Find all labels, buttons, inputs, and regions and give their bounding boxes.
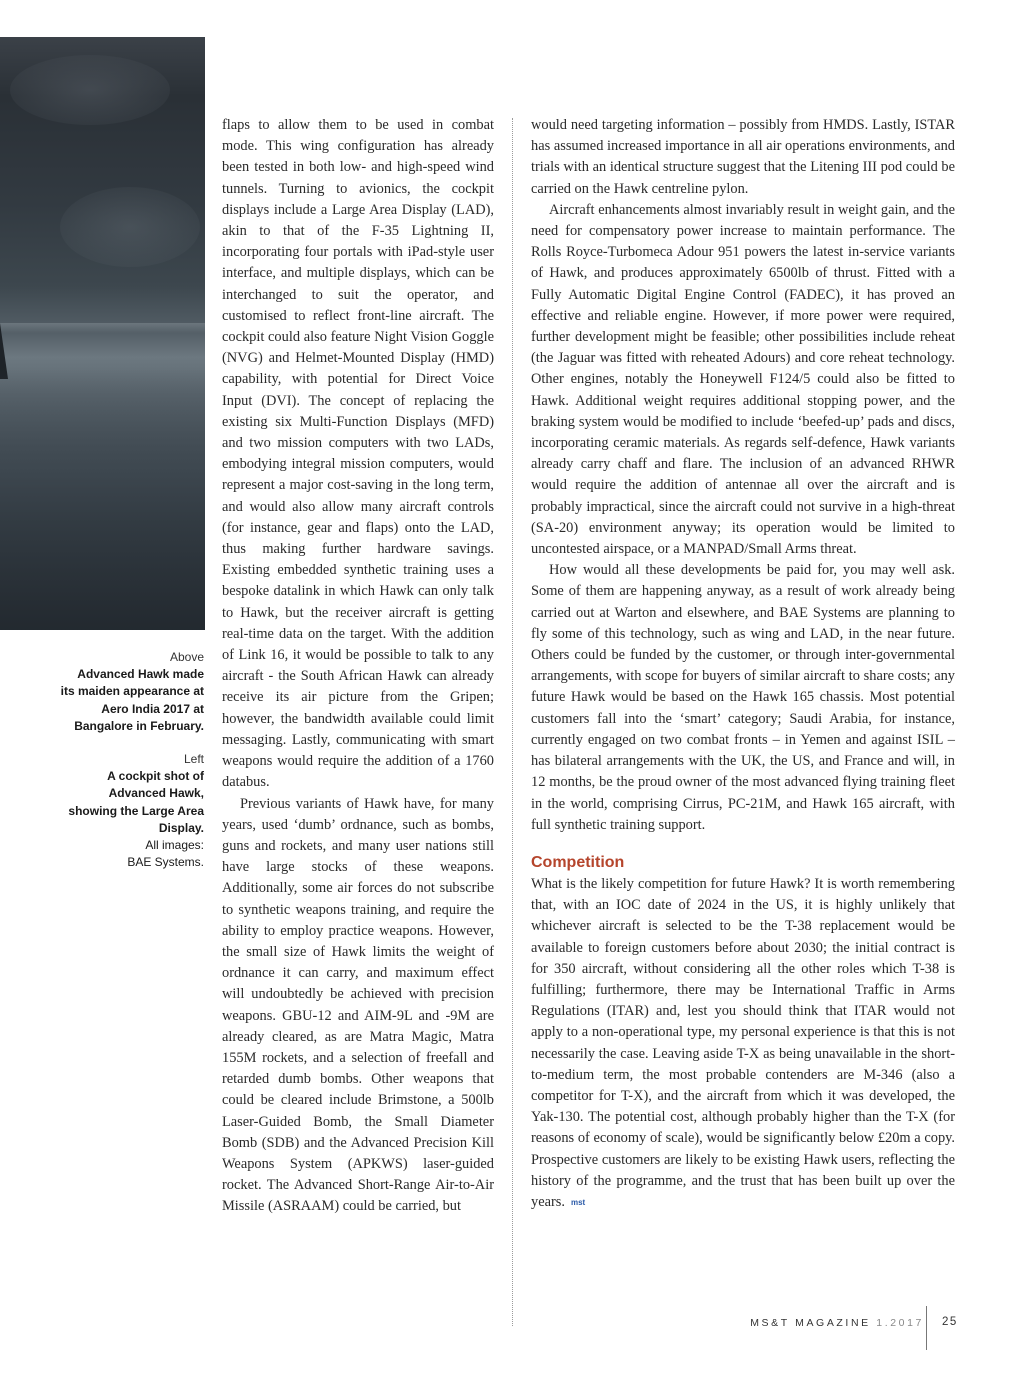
article-paragraph-text: What is the likely competition for future Hawk? It is worth remembering that, with an IOC date of 2024 in the US, it is highly unlikely that whichever aircraft is selected to be the T-38 replacement would be available to foreign customers before about 2030; the initial contract is for 350 aircraft, without considering all the other roles which T-38 is fulfilling; furthermore, there may be International Traffic in Arms Regulations (ITAR) and, lest you should think that ITAR would not apply to a non-operational type, my personal experience is that this is not necessarily the case. Leaving aside T-X as being unavailable in the short-to-medium term, the most probable contenders are M-346 (also a competitor for T-X), and the aircraft from which it was developed, the Yak-130. The potential cost, although probably higher than the T-X (for reasons of economy of scale), would be significantly below £20m a copy. Prospective customers are likely to be existing Hawk users, reflecting the history of the programme, and the trust that has been built up over the years. [531,875,955,1210]
photo-runway [0,367,205,630]
section-heading-competition: Competition [531,853,625,871]
caption-credit-line1: All images: [145,838,204,853]
caption-above-label: Above [169,650,204,664]
photo-cloud [10,55,170,125]
article-paragraph: flaps to allow them to be used in combat mode. This wing configuration has already been tested in both low- and high-speed wind tunnels. Turning to avionics, the cockpit displays include a Large Area Display (LAD), akin to that of the F-35 Lightning II, incorporating four portals with iPad-style user interface, and multiple displays, which can be interchanged to suit the operator, and customised to reflect front-line aircraft. The cockpit could also feature Night Vision Goggle (NVG) and Helmet-Mounted Display (HMD) capability, with potential for Direct Voice Input (DVI). The concept of replacing the existing six Multi-Function Displays (MFD) and two mission computers with two LADs, embodying integral mission computers, would represent a major cost-saving in the long term, and would also allow many aircraft controls (for instance, gear and flaps) onto the LAD, thus making further hardware savings. Existing embedded synthetic training uses a bespoke datalink in which Hawk can only talk to Hawk, but the receiver aircraft is getting real-time data on the target. With the addition of Link 16, it would be possible to talk to any aircraft - the South African Hawk can already receive its air picture from the Gripen; however, the bandwidth available could limit messaging. Lastly, communicating with smart weapons would require the addition of a 1760 databus. [222,117,494,791]
aircraft-photo [0,37,205,630]
footer-magazine [750,1317,924,1329]
article-paragraph: Previous variants of Hawk have, for many years, used ‘dumb’ ordnance, such as bombs, guns and rockets, and many user nations still have large stocks of these weapons. Additionally, some air forces do not subscribe to synthetic weapons training, and require the ability to employ practice weapons. However, the small size of Hawk limits the weight of ordnance it can carry, and maximum effect will undoubtedly be achieved with precision weapons. GBU-12 and AIM-9L and -9M are already cleared, as are Matra Magic, Matra 155M rockets, and a selection of freefall and retarded dumb bombs. Other weapons that could be cleared include Brimstone, a 500lb Laser-Guided Bomb, the Small Diameter Bomb (SDB) and the Advanced Precision Kill Weapons System (APKWS) laser-guided rocket. The Advanced Short-Range Air-to-Air Missile (ASRAAM) could be carried, but [222,795,494,1215]
caption-left-text: A cockpit shot of Advanced Hawk, showing the Large Area Display. [68,769,204,835]
magazine-issue: 1.2017 [876,1317,924,1329]
caption-above-text: Advanced Hawk made its maiden appearance at Aero India 2017 at Bangalore in February. [60,667,204,733]
article-paragraph [531,874,955,1213]
caption-left-label: Left [183,752,204,767]
page-footer [720,1314,1010,1348]
photo-cloud [60,187,200,267]
column-divider [512,118,513,1326]
article-paragraph: would need targeting information – possibly from HMDS. Lastly, ISTAR has assumed increased importance in all air operations environments, and trials with an identical structure suggest that the Litening III pod could be carried on the Hawk centreline pylon. [531,117,955,197]
caption-credit-line2: BAE Systems. [127,855,204,870]
article-paragraph: How would all these developments be paid for, you may well ask. Some of them are happening anyway, as a result of work already being carried out at Warton and elsewhere, and BAE Systems are planning to fly some of this technology, such as wing and LAD, in the near future. Others could be funded by the customer, or through inter-governmental arrangements, with scope for buyers of similar aircraft to share costs; any future Hawk would be based on the Hawk 165 chassis. Most potential customers fall into the ‘smart’ category; Saudi Arabia, for instance, currently engaged on two combat fronts – in Yemen and against ISIL – has bilateral arrangements with the UK, the US, and France and will, in 12 months, be the proud owner of the most advanced flying training fleet in the world, comprising Cirrus, PC-21M, and Hawk 165 aircraft, with full synthetic training support. [531,562,955,833]
article-column-1 [222,115,494,1218]
magazine-name: MS&T MAGAZINE [750,1317,871,1329]
footer-divider [926,1306,927,1350]
end-mark-logo: mst [570,1197,586,1207]
article-column-2 [531,115,955,1213]
photo-horizon [0,323,205,333]
article-paragraph: Aircraft enhancements almost invariably result in weight gain, and the need for compensatory power increase to maintain performance. The Rolls Royce-Turbomeca Adour 951 powers the latest in-service variants of Hawk, and produces approximately 6500lb of thrust. Fitted with a Fully Automatic Digital Engine Control (FADEC), it has proved an effective and reliable engine. However, if more power were required, further development might be feasible; other possibilities include reheat (the Jaguar was fitted with reheated Adours) and core reheat technology. Other engines, notably the Honeywell F124/5 could also be fitted to Hawk. Additional weight requires additional stopping power, and the braking system would be modified to include ‘beefed-up’ pads and discs, incorporating ceramic materials. As regards self-defence, Hawk variants already carry chaff and flare. The inclusion of an advanced RHWR would require the addition of antennae all over the aircraft and is probably impractical, since the aircraft could not survive in a high-threat (SA-20) environment anyway; its operation would be limited to uncontested airspace, or a MANPAD/Small Arms threat. [531,201,955,558]
page-number: 25 [942,1316,958,1328]
photo-captions [60,649,204,871]
